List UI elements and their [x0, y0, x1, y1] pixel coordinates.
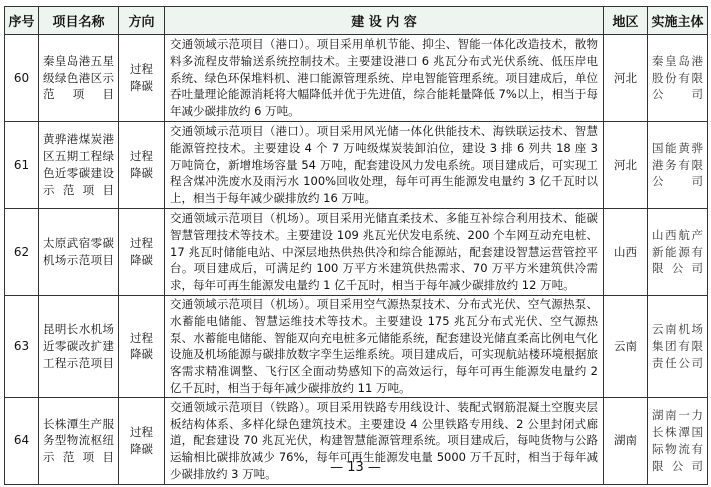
row-direction: 过程 降碳 — [119, 35, 165, 122]
header-content: 建 设 内 容 — [165, 7, 604, 35]
row-project-name: 黄骅港煤炭港区五期工程绿色近零碳建设示范项目 — [39, 122, 119, 209]
row-seq: 64 — [5, 397, 39, 484]
header-entity: 实施主体 — [648, 7, 708, 35]
table-row — [5, 35, 708, 122]
row-project-name: 长株潭生产服务型物流枢纽示范项目 — [39, 397, 119, 484]
header-region: 地区 — [604, 7, 648, 35]
row-content: 交通领域示范项目（港口）。项目采用风光储一体化供能技术、海铁联运技术、智慧能源管控技术。主要建设 4 个 7 万吨级煤炭装卸泊位，建设 3 排 6 列共 18 座 3 万吨筒仓，新增堆场容量 54 万吨，配套建设风力发电系统。项目建成后，可实现工程含煤冲洗废水及雨污水 100%回收处理，每年可再生能源发电量约 3 亿千瓦时以上，相当于每年减少碳排放约 16 万吨。 — [165, 122, 604, 209]
row-region: 河北 — [604, 122, 648, 209]
row-region: 河北 — [604, 35, 648, 122]
row-seq: 62 — [5, 209, 39, 296]
page-number: — 13 — — [330, 460, 381, 475]
row-entity: 山西航产新能源有限公司 — [648, 209, 708, 296]
row-content: 交通领域示范项目（机场）。项目采用空气源热泵技术、分布式光伏、空气源热泵、水蓄能电储能、智慧运维技术等技术。主要建设 175 兆瓦分布式光伏、空气源热泵、水蓄能电储能、智能双向充电桩多元储能系统，配套建设光储直柔高比例电气化设施及机场能源与碳排放数字孪生运维系统。项目建成后，可实现航站楼环境根据旅客需求精准调整、飞行区全面动势感知下的高效运行，每年可再生能源发电量约 2 亿千瓦时，相当于每年减少碳排放约 11 万吨。 — [165, 296, 604, 398]
row-region: 山西 — [604, 209, 648, 296]
header-name: 项目名称 — [39, 7, 119, 35]
header-seq: 序号 — [5, 7, 39, 35]
row-entity: 秦皇岛港股份有限公司 — [648, 35, 708, 122]
row-direction: 过程 降碳 — [119, 122, 165, 209]
row-entity: 湖南一力长株潭国际物流有限公司 — [648, 397, 708, 484]
row-entity: 云南机场集团有限责任公司 — [648, 296, 708, 398]
row-direction: 过程 降碳 — [119, 209, 165, 296]
row-direction: 过程 降碳 — [119, 397, 165, 484]
row-seq: 61 — [5, 122, 39, 209]
row-project-name: 昆明长水机场近零碳改扩建工程示范项目 — [39, 296, 119, 398]
header-direction: 方向 — [119, 7, 165, 35]
row-direction: 过程 降碳 — [119, 296, 165, 398]
row-content: 交通领域示范项目（港口）。项目采用单机节能、抑尘、智能一体化改造技术，散物料多流程皮带输送系统控制技术。主要建设港口 6 兆瓦分布式光伏系统、低压岸电系统、绿色环保堆料机、港口能源管理系统、岸电智能管理系统。项目建成后，单位吞吐量理论能源消耗将大幅降低并优于先进值，综合能耗量降低 7%以上，相当于每年减少碳排放约 6 万吨。 — [165, 35, 604, 122]
row-entity: 国能黄骅港务有限公司 — [648, 122, 708, 209]
table-row — [5, 209, 708, 296]
table-header-row — [5, 7, 708, 35]
projects-table — [4, 6, 708, 485]
row-region: 湖南 — [604, 397, 648, 484]
table-row — [5, 122, 708, 209]
row-project-name: 太原武宿零碳机场示范项目 — [39, 209, 119, 296]
row-content: 交通领域示范项目（机场）。项目采用光储直柔技术、多能互补综合利用技术、能碳智慧管理技术等技术。主要建设 109 兆瓦光伏发电系统、200 个车网互动充电桩、17 兆瓦时储能电站、中深层地热供热供冷和综合能源站，配套建设智慧运营管控平台。项目建成后，可满足约 100 万平方米建筑供热需求、70 万平方米建筑供冷需求，每年可再生能源发电量约 1 亿千瓦时，相当于每年减少碳排放约 12 万吨。 — [165, 209, 604, 296]
row-content: 交通领域示范项目（铁路）。项目采用铁路专用线设计、装配式钢筋混凝土空腹夹层板结构体系、多样化绿色建筑技术。主要建设 4 公里铁路专用线、2 公里封闭式廊道，配套建设 70 兆瓦光伏，构建智慧能源管理系统。项目建成后，每吨货物与公路运输相比碳排放减少 76%，每年可再生能源发电量 5000 万千瓦时，相当于每年减少碳排放约 3 万吨。 — [165, 397, 604, 484]
table-row — [5, 296, 708, 398]
row-seq: 63 — [5, 296, 39, 398]
row-region: 云南 — [604, 296, 648, 398]
row-project-name: 秦皇岛港五星级绿色港区示范项目 — [39, 35, 119, 122]
row-seq: 60 — [5, 35, 39, 122]
